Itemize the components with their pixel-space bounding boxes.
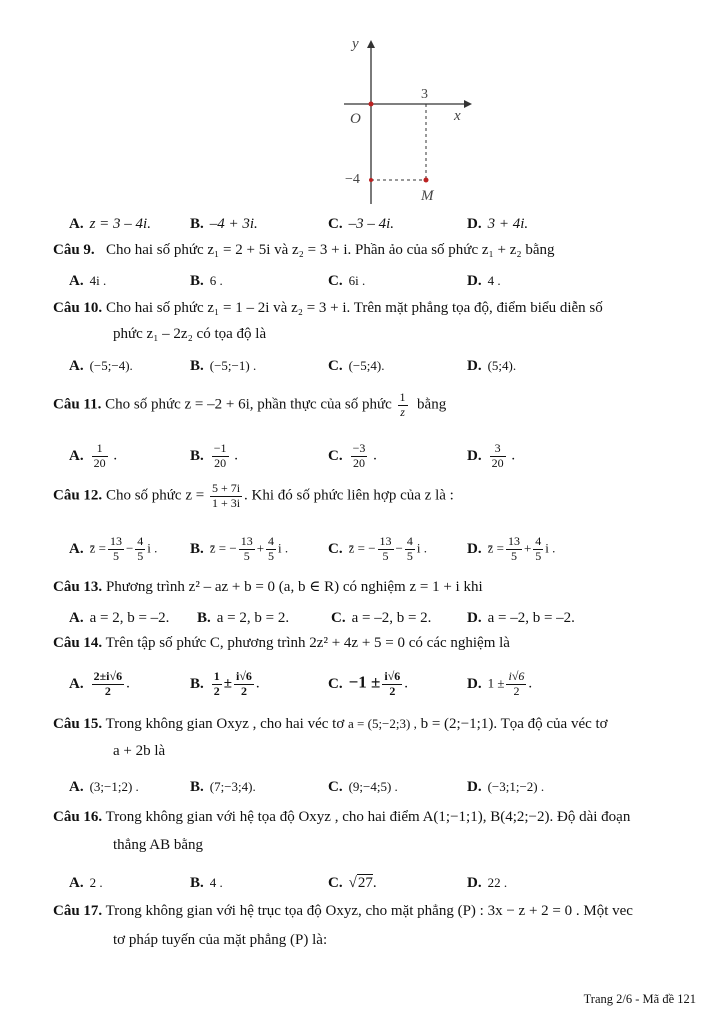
q15-stem-line2: a + 2b là (113, 743, 166, 759)
origin-label: O (350, 111, 361, 127)
q9-option-a[interactable]: A. 4i . (69, 273, 107, 289)
tick-point (369, 178, 373, 182)
q8-option-a[interactable]: A. z = 3 – 4i. (69, 216, 151, 232)
x-tick-label: 3 (421, 87, 428, 102)
q13-option-b[interactable]: B. a = 2, b = 2. (197, 610, 290, 626)
q16-option-a[interactable]: A. 2 . (69, 875, 103, 891)
q15-option-a[interactable]: A. (3;−1;2) . (69, 779, 139, 795)
q17-stem: Câu 17. Trong không gian với hệ trục tọa độ Oxyz, cho mặt phẳng (P) : 3x − z + 2 = 0 . Một vec (53, 903, 633, 919)
q16-option-d[interactable]: D. 22 . (467, 875, 508, 891)
q11-option-b[interactable]: B. $\frac{-1}{20}$ . (190, 441, 239, 470)
q9-option-c[interactable]: C. 6i . (328, 273, 366, 289)
q16-option-b[interactable]: B. 4 . (190, 875, 223, 891)
q10-option-a[interactable]: A. (−5;−4). (69, 358, 133, 374)
coordinate-graph (330, 28, 480, 208)
q14-option-a[interactable]: A. $\frac{2\pm i√6}{2}$ . (69, 669, 130, 698)
q14-option-c[interactable]: C. −1 ± $\frac{i√6}{2}$ . (328, 669, 409, 698)
q13-option-a[interactable]: A. a = 2, b = –2. (69, 610, 170, 626)
q11-option-d[interactable]: D. $\frac{3}{20}$ . (467, 441, 516, 470)
x-axis-label: x (454, 108, 461, 124)
q13-option-c[interactable]: C. a = –2, b = 2. (331, 610, 432, 626)
y-axis-label: y (352, 36, 359, 52)
q9-option-b[interactable]: B. 6 . (190, 273, 223, 289)
q11-option-a[interactable]: A. $\frac{1}{20}$ . (69, 441, 118, 470)
q10-option-d[interactable]: D. (5;4). (467, 358, 517, 374)
q12-stem: Câu 12. Cho số phức z = $\frac{5 + 7i}{1 + 3i}$ . Khi đó số phức liên hợp của z là : (53, 481, 454, 510)
q12-fraction: $\frac{5 + 7i}{1 + 3i}$ (211, 481, 241, 510)
q11-stem: Câu 11. Cho số phức z = –2 + 6i, phần thực của số phức $\frac{1}{z}$ bằng (53, 390, 447, 419)
q16-stem-line2: thẳng AB bằng (113, 837, 203, 853)
q15-option-d[interactable]: D. (−3;1;−2) . (467, 779, 545, 795)
q12-option-b[interactable]: B. z̄ = − $\frac{13}{5}$ + $\frac{4}{5}$ i . (190, 534, 289, 563)
q9-option-d[interactable]: D. 4 . (467, 273, 501, 289)
point-m (424, 178, 429, 183)
q10-stem-line2: phức z₁ – 2z₂ có tọa độ là (113, 326, 267, 342)
q16-stem: Câu 16. Trong không gian với hệ tọa độ Oxyz , cho hai điểm A(1;−1;1), B(4;2;−2). Độ dài đoạn (53, 809, 631, 825)
q8-option-c[interactable]: C. –3 – 4i. (328, 216, 395, 232)
y-axis-arrow (367, 40, 375, 48)
q11-fraction: $\frac{1}{z}$ (399, 390, 406, 419)
q10-stem: Câu 10. Cho hai số phức z₁ = 1 – 2i và z₂ = 3 + i. Trên mặt phẳng tọa độ, điểm biểu diễn số (53, 300, 603, 316)
page-footer: Trang 2/6 - Mã đề 121 (583, 992, 696, 1006)
q13-stem: Câu 13. Phương trình z² – az + b = 0 (a, b ∈ R) có nghiệm z = 1 + i khi (53, 579, 483, 595)
x-axis-arrow (464, 100, 472, 108)
q10-option-b[interactable]: B. (−5;−1) . (190, 358, 257, 374)
q8-option-d[interactable]: D. 3 + 4i. (467, 216, 529, 232)
q14-stem: Câu 14. Trên tập số phức C, phương trình 2z² + 4z + 5 = 0 có các nghiệm là (53, 635, 510, 651)
q14-option-d[interactable]: D. 1 ± $\frac{i√6}{2}$ . (467, 669, 533, 698)
q10-option-c[interactable]: C. (−5;4). (328, 358, 385, 374)
q12-option-d[interactable]: D. z̄ = $\frac{13}{5}$ + $\frac{4}{5}$ i . (467, 534, 556, 563)
q13-option-d[interactable]: D. a = –2, b = –2. (467, 610, 575, 626)
point-m-label: M (421, 188, 434, 204)
q9-stem: Câu 9. Cho hai số phức z₁ = 2 + 5i và z₂ = 3 + i. Phần ảo của số phức z₁ + z₂ bằng (53, 242, 555, 258)
q12-option-a[interactable]: A. z̄ = $\frac{13}{5}$ − $\frac{4}{5}$ i . (69, 534, 158, 563)
q11-option-c[interactable]: C. $\frac{-3}{20}$ . (328, 441, 377, 470)
q16-option-c[interactable]: C. √27. (328, 875, 377, 891)
q15-stem: Câu 15. Trong không gian Oxyz , cho hai véc tơ a = (5;−2;3) , b = (2;−1;1). Tọa độ của véc tơ (53, 716, 608, 732)
q14-option-b[interactable]: B. $\frac{1}{2}$ ± $\frac{i√6}{2}$ . (190, 669, 260, 698)
q8-option-b[interactable]: B. –4 + 3i. (190, 216, 258, 232)
q15-option-c[interactable]: C. (9;−4;5) . (328, 779, 398, 795)
q12-option-c[interactable]: C. z̄ = − $\frac{13}{5}$ − $\frac{4}{5}$ i . (328, 534, 427, 563)
q17-stem-line2: tơ pháp tuyến của mặt phẳng (P) là: (113, 932, 328, 948)
y-tick-label: −4 (345, 172, 360, 187)
origin-point (369, 102, 374, 107)
q15-option-b[interactable]: B. (7;−3;4). (190, 779, 256, 795)
